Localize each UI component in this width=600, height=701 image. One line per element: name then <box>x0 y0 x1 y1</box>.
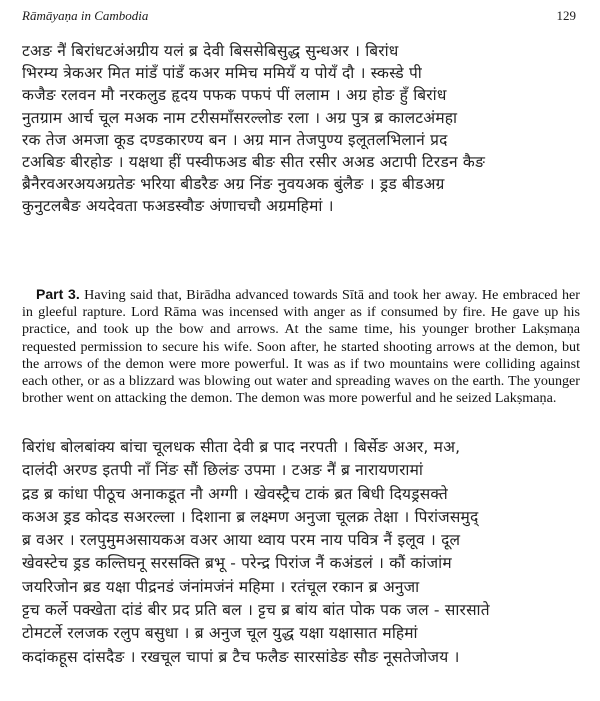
page-number: 129 <box>556 8 576 23</box>
manuscript-line: टअबिङ बीरहोङ । यक्षथा हीं पस्वीफअड बीङ सीत रसीर अअड अटापी टिरडन कैङ <box>22 152 486 171</box>
manuscript-passage-bottom <box>22 436 578 669</box>
manuscript-line: ब्र वअर । रलपुमुमअसायकअ वअर आया थ्वाय परम नाय पवित्र नैं इलूव । दूल <box>22 531 461 550</box>
manuscript-line: कदांकहूस दांसदैङ । रखचूल चापां ब्र टैच फलैङ सारसांडेङ सौङ नूसतेजोजय । <box>22 647 460 666</box>
manuscript-line: भिरम्य त्रेकअर मित मांडँ पांडँ कअर ममिच ममियँ य पोयँ दौ । स्कस्डे पी <box>22 64 422 83</box>
manuscript-line: टअङ नै॑ बिरांधटअंअग्रीय यलं ब्र देवी बिससेबिसुद्ध सुन्धअर । बिरांध <box>22 42 399 60</box>
manuscript-line: कअअ ड्रड कोदड सअरल्ला । दिशाना ब्र लक्ष्मण अनुजा चूलक्र तेक्षा । पिरांजसमुद् <box>22 507 479 526</box>
manuscript-line: दालंदी अरण्ड इतपी नाँ निंङ सौं छिलंङ उपमा । टअङ नै॑ ब्र नारायणरामां <box>22 461 424 480</box>
manuscript-line: ट्टच कर्ले पक्खेता दांडं बीर प्रद प्रति बल । ट्टच ब्र बांय बांत पोक पक जल - सारसाते <box>22 601 490 620</box>
manuscript-line: टोमटर्ले रलजक रलुप बसुधा । ब्र अनुज चूल युद्ध यक्षा यक्षासात महिमां <box>22 624 418 643</box>
manuscript-line: ब्रैनैरवअरअयअग्रतेङ भरिया बीडरैङ अग्र निंङ नुवयअक बुंलैङ । ड्रड बीडअग्र <box>22 175 445 194</box>
manuscript-line: जयरिजोन ब्रड यक्षा पीद्रनडं जंनांमजंनं महिमा । रतंचूल रकान ब्र अनुजा <box>22 577 420 596</box>
manuscript-passage-top <box>22 40 578 218</box>
manuscript-line: रक तेज अमजा कूड दण्डकारण्य बन । अग्र मान तेजपुण्य इलूतलभिलानं प्रद <box>22 130 448 149</box>
manuscript-line: कजैङ रलवन मौ नरकलुड हृदय पफक पफपं पीं ललाम । अग्र होङ हुँ बिरांध <box>22 86 447 105</box>
manuscript-line: नुतग्राम आर्च चूल मअक नाम टरीसमाँसरल्लोङ रला । अग्र पुत्र ब्र कालटअंमहा <box>22 108 458 127</box>
running-head-title: Rāmāyaṇa in Cambodia <box>22 8 149 23</box>
manuscript-line: बिरांध बोलबांक्य बांचा चूलधक सीता देवी ब्र पाद नरपती । बिर्सेङ अअर, मअ, <box>22 438 461 456</box>
part-label: Part 3. <box>36 286 80 302</box>
manuscript-line: द्रड ब्र कांधा पीठूच अनाकडूत नौ अग्गी । खेवस्ट्रैच टाकं ब्रत बिधी दियड्रसक्ते <box>22 484 448 503</box>
manuscript-line: खेवस्टेच ड्रड कल्तिघनू सरसक्ति ब्रभू - परेन्द्र पिरांज नैं कअंडलं । कौं कांजांम <box>22 554 452 573</box>
translation-text: Having said that, Birādha advanced towards Sītā and took her away. He embraced her in gleeful rapture. Lord Rāma was incensed with anger as if consumed by fire. He gave up his practice, and took up the bow and arrows. At the same time, his younger brother Lakṣmaṇa requested permission to secure his wife. Soon after, he started shooting arrows at the demon, but the arrows of the demon were more powerful. It was as if two mountains were colliding against each other, or as a blizzard was blowing out water and spreading waves on the earth. The younger brother went on attacking the demon. The demon was more powerful and he seized Lakṣmaṇa. <box>22 287 580 407</box>
manuscript-line: कुनुटलबैङ अयदेवता फअडस्वौङ अंणाचचौ अग्रमहिमां । <box>22 197 334 216</box>
translation-paragraph <box>22 286 580 407</box>
